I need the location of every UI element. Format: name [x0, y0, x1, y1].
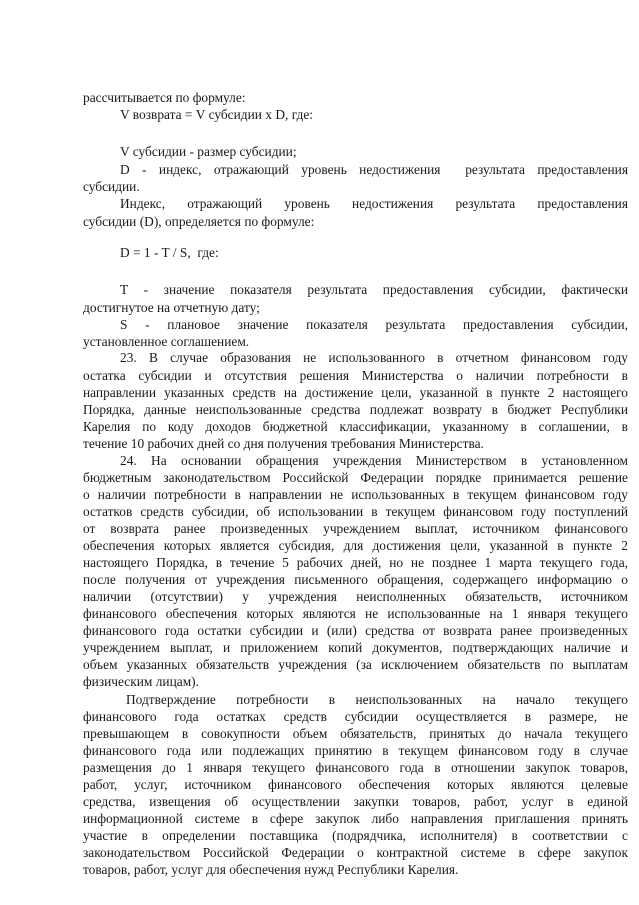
text-line: остатка субсидии и отсутствия решения Министерства о наличии потребности в [83, 368, 628, 383]
text-line: D = 1 - T / S, где: [120, 245, 219, 260]
text-line: V возврата = V субсидии x D, где: [120, 107, 313, 122]
text-line: установленное соглашением. [83, 334, 250, 349]
text-line: финансового обеспечения которых являются не использованные на 1 января текущего [83, 606, 628, 621]
text-line: информационной системе в сфере закупок либо направления приглашения принять [83, 811, 628, 826]
text-line: физическим лицам). [83, 674, 199, 689]
text-line: объем указанных обязательств учреждения (за исключением обязательств по выплатам [83, 657, 628, 672]
text-line: бюджетным законодательством Российской Федерации порядке принимается решение [83, 470, 628, 485]
text-line: участие в определении поставщика (подрядчика, исполнителя) в соответствии с [83, 828, 628, 843]
text-line: T - значение показателя результата предоставления субсидии, фактически [120, 282, 628, 297]
text-line: настоящего Порядка, в течение 5 рабочих дней, но не позднее 1 марта текущего года, [83, 555, 628, 570]
text-line: финансового года остатки субсидии и (или) средства от возврата ранее произведенных [83, 623, 628, 638]
text-line: V субсидии - размер субсидии; [120, 144, 297, 159]
text-line: наличии (отсутствии) у учреждения неисполненных обязательств, источником [83, 589, 628, 604]
text-line: о наличии потребности в направлении не использованных в текущем финансовом году [83, 487, 628, 502]
text-line: Подтверждение потребности в неиспользованных на начало текущего [126, 692, 628, 707]
text-line: от возврата ранее произведенных учреждением выплат, источником финансового [83, 521, 628, 536]
text-line: Порядка, данные неиспользованные средства подлежат возврату в бюджет Республики [83, 402, 628, 417]
text-line: обеспечения которых является субсидия, для достижения цели, указанной в пункте 2 [83, 538, 628, 553]
text-line: течение 10 рабочих дней со дня получения требования Министерства. [83, 436, 484, 451]
text-line: финансового года остатках средств субсидии осуществляется в размере, не [83, 709, 628, 724]
text-line: достигнутое на отчетную дату; [83, 300, 260, 315]
text-line: S - плановое значение показателя результата предоставления субсидии, [120, 317, 628, 332]
text-line: после получения от учреждения письменного обращения, содержащего информацию о [83, 572, 628, 587]
text-line: D - индекс, отражающий уровень недостижения результата предоставления [120, 162, 628, 177]
text-line: 24. На основании обращения учреждения Министерством в установленном [120, 453, 628, 468]
text-line: товаров, работ, услуг для обеспечения нужд Республики Карелия. [83, 862, 459, 877]
text-line: законодательством Российской Федерации о контрактной системе в сфере закупок [83, 845, 628, 860]
text-line: Индекс, отражающий уровень недостижения результата предоставления [120, 196, 628, 211]
text-line: 23. В случае образования не использованного в отчетном финансовом году [120, 350, 628, 365]
text-line: направлении указанных средств на достижение цели, указанной в пункте 2 настоящего [83, 385, 628, 400]
text-line: средства, извещения об осуществлении закупки товаров, работ, услуг в единой [83, 794, 628, 809]
text-line: остатков средств субсидии, об использовании в текущем финансовом году поступлений [83, 504, 628, 519]
text-line: превышающем в совокупности объем обязательств, принятых до начала текущего [83, 726, 628, 741]
text-line: рассчитывается по формуле: [83, 90, 246, 105]
text-line: учреждением выплат, и приложением копий документов, подтверждающих наличие и [83, 640, 628, 655]
text-line: Карелия по коду доходов бюджетной классификации, указанному в соглашении, в [83, 419, 628, 434]
text-line: финансового года или подлежащих принятию в текущем финансовом году в случае [83, 743, 628, 758]
text-line: субсидии. [83, 179, 140, 194]
text-line: работ, услуг, источником финансового обеспечения которых являются целевые [83, 777, 628, 792]
text-line: размещения до 1 января текущего финансового года в отношении закупок товаров, [83, 760, 628, 775]
text-line: субсидии (D), определяется по формуле: [83, 214, 315, 229]
